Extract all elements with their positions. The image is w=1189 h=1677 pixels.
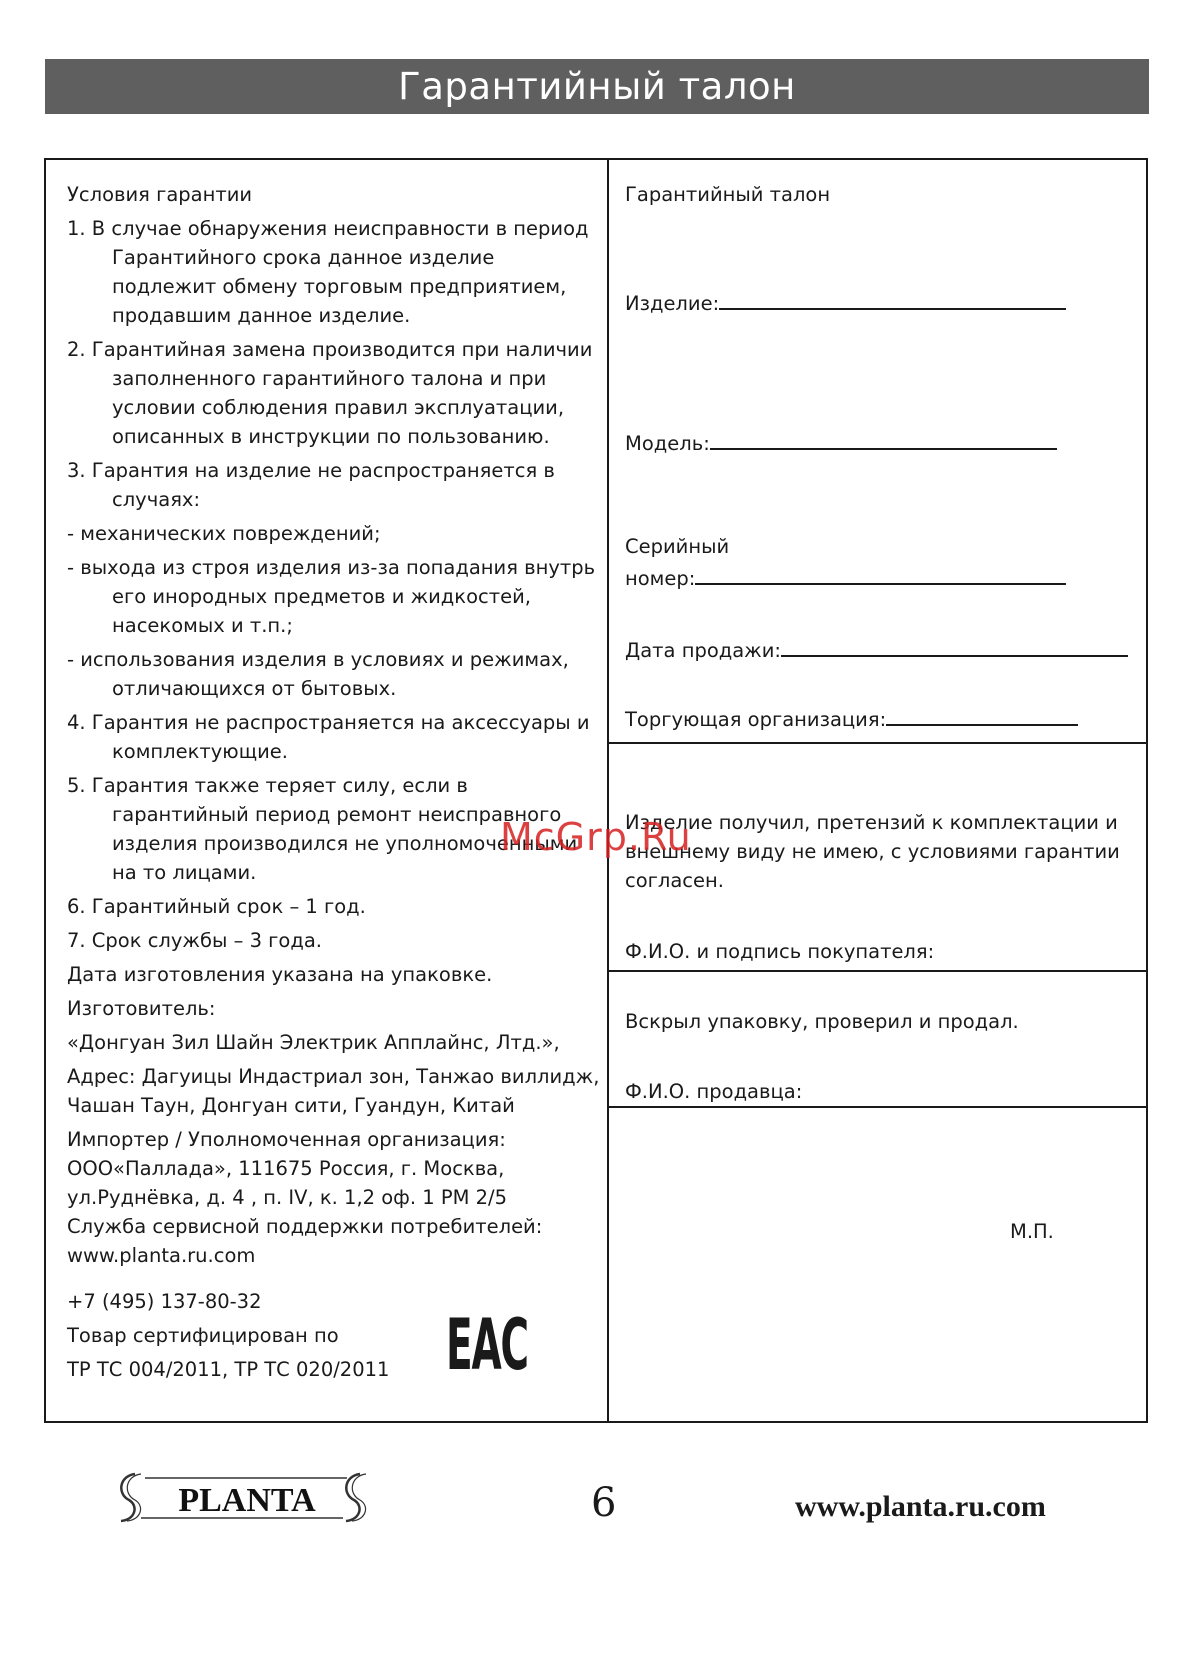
seller-name-label: Ф.И.О. продавца: [625,1080,803,1103]
shop-label: Торгующая организация: [625,708,887,731]
buyer-sign-label: Ф.И.О. и подпись покупателя: [625,940,935,963]
section-divider [607,970,1148,972]
manufacturer-address: Адрес: Дагуицы Индастриал зон, Танжао виллидж, Чашан Таун, Донгуан сити, Гуандун, Китай [67,1065,600,1117]
service-phone: +7 (495) 137-80-32 [67,1290,262,1313]
seller-statement: Вскрыл упаковку, проверил и продал. [625,1010,1019,1033]
serial-label: номер: [625,567,696,590]
section-divider [607,1106,1148,1108]
logo-text: PLANTA [178,1482,316,1519]
manufacture-date: Дата изготовления указана на упаковке. [67,963,493,986]
condition-item: 1. В случае обнаружения неисправности в период Гарантийного срока данное изделие подлежит обмену торговым предприятием, продавшим данное изделие. [67,217,589,327]
importer-label: Импортер / Уполномоченная организация: [67,1128,506,1151]
model-line[interactable] [710,426,1057,450]
condition-item: 3. Гарантия на изделие не распространяется в случаях: [67,459,555,511]
sale-date-field [625,633,1128,665]
condition-item: - использования изделия в условиях и режимах, отличающихся от бытовых. [67,648,569,700]
page-number: 6 [591,1480,617,1526]
service-label: Служба сервисной поддержки потребителей: [67,1215,543,1238]
product-line[interactable] [719,286,1066,310]
importer-address: ул.Руднёвка, д. 4 , п. IV, к. 1,2 оф. 1 РМ 2/5 [67,1186,508,1209]
footer-url[interactable]: www.planta.ru.com [795,1490,1046,1523]
product-field [625,286,1066,318]
manufacturer-label: Изготовитель: [67,997,216,1020]
section-divider [607,742,1148,744]
page-title: Гарантийный талон [45,59,1149,114]
sale-date-label: Дата продажи: [625,639,781,662]
serial-line[interactable] [695,561,1066,585]
certification-line: Товар сертифицирован по [67,1324,339,1347]
serial-label: Серийный [625,535,730,558]
planta-logo [115,1470,370,1525]
condition-item: - выхода из строя изделия из-за попадания внутрь его инородных предметов и жидкостей, насекомых и т.п.; [67,556,596,637]
model-label: Модель: [625,432,710,455]
eac-mark-icon: EAC [446,1304,528,1386]
model-field [625,426,1057,458]
condition-item: 6. Гарантийный срок – 1 год. [67,895,366,918]
manufacturer-name: «Донгуан Зил Шайн Электрик Апплайнс, Лтд.», [67,1031,560,1054]
sale-date-line[interactable] [781,633,1128,657]
serial-field [625,532,1066,593]
warranty-conditions [67,180,602,1384]
condition-item: 7. Срок службы – 3 года. [67,929,322,952]
conditions-title: Условия гарантии [67,183,253,206]
condition-item: 5. Гарантия также теряет силу, если в гарантийный период ремонт неисправного изделия производился не уполномоченными на то лицами. [67,774,578,884]
watermark: McGrp.Ru [500,815,692,859]
product-label: Изделие: [625,292,720,315]
certification-line: ТР ТС 004/2011, ТР ТС 020/2011 [67,1358,390,1381]
importer-name: ООО«Паллада», 111675 Россия, г. Москва, [67,1157,505,1180]
condition-item: - механических повреждений; [67,522,381,545]
coupon-title: Гарантийный талон [625,183,831,206]
received-statement: Изделие получил, претензий к комплектации и внешнему виду не имею, с условиями гарантии согласен. [625,811,1120,892]
condition-item: 4. Гарантия не распространяется на аксессуары и комплектующие. [67,711,590,763]
shop-field [625,702,1078,734]
service-site: www.planta.ru.com [67,1244,256,1267]
shop-line[interactable] [886,702,1078,726]
column-divider [607,158,609,1423]
stamp-place-label: М.П. [1010,1220,1054,1243]
condition-item: 2. Гарантийная замена производится при наличии заполненного гарантийного талона и при условии соблюдения правил эксплуатации, описанных в инструкции по пользованию. [67,338,593,448]
